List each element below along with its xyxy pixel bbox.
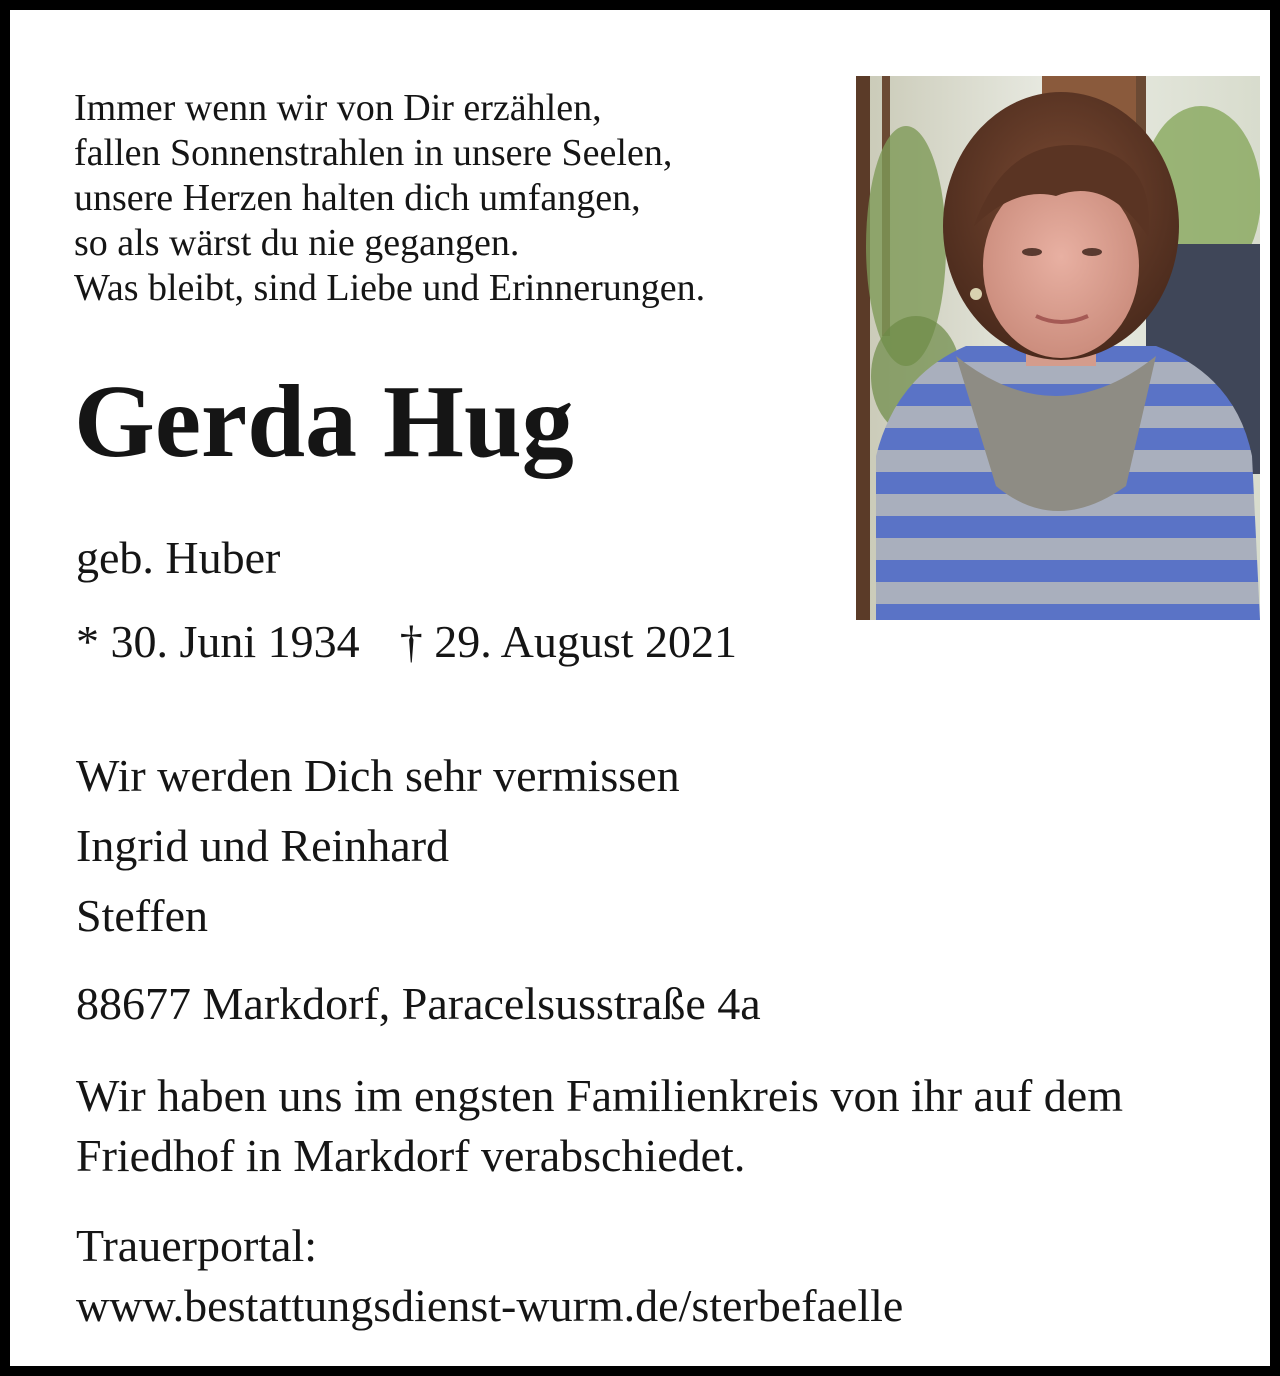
portal-url[interactable]: www.bestattungsdienst-wurm.de/sterbefaelle [76,1280,904,1331]
farewell-notice [76,1066,1123,1186]
poem-line: unsere Herzen halten dich umfangen, [74,177,641,219]
memorial-poem [74,86,844,311]
portrait-photo [856,76,1260,620]
life-dates [76,614,737,670]
farewell-line: Wir haben uns im engsten Familienkreis von ihr auf dem [76,1070,1123,1121]
mourner-names: Steffen [76,890,209,941]
poem-line: so als wärst du nie gegangen. [74,222,520,264]
memorial-portal [76,1216,903,1336]
poem-line: fallen Sonnenstrahlen in unsere Seelen, [74,132,673,174]
poem-line: Was bleibt, sind Liebe und Erinnerungen. [74,267,706,309]
maiden-name: geb. Huber [76,532,281,583]
mourner-names: Ingrid und Reinhard [76,820,450,871]
farewell-line: Friedhof in Markdorf verabschiedet. [76,1130,746,1181]
deceased-name: Gerda Hug [74,364,574,479]
mourning-message: Wir werden Dich sehr vermissen [76,750,680,801]
poem-line: Immer wenn wir von Dir erzählen, [74,87,602,129]
mourner-address: 88677 Markdorf, Paracelsusstraße 4a [76,978,761,1029]
birth-date: * 30. Juni 1934 [76,616,360,667]
portal-label: Trauerportal: [76,1220,318,1271]
death-date: † 29. August 2021 [399,616,738,667]
